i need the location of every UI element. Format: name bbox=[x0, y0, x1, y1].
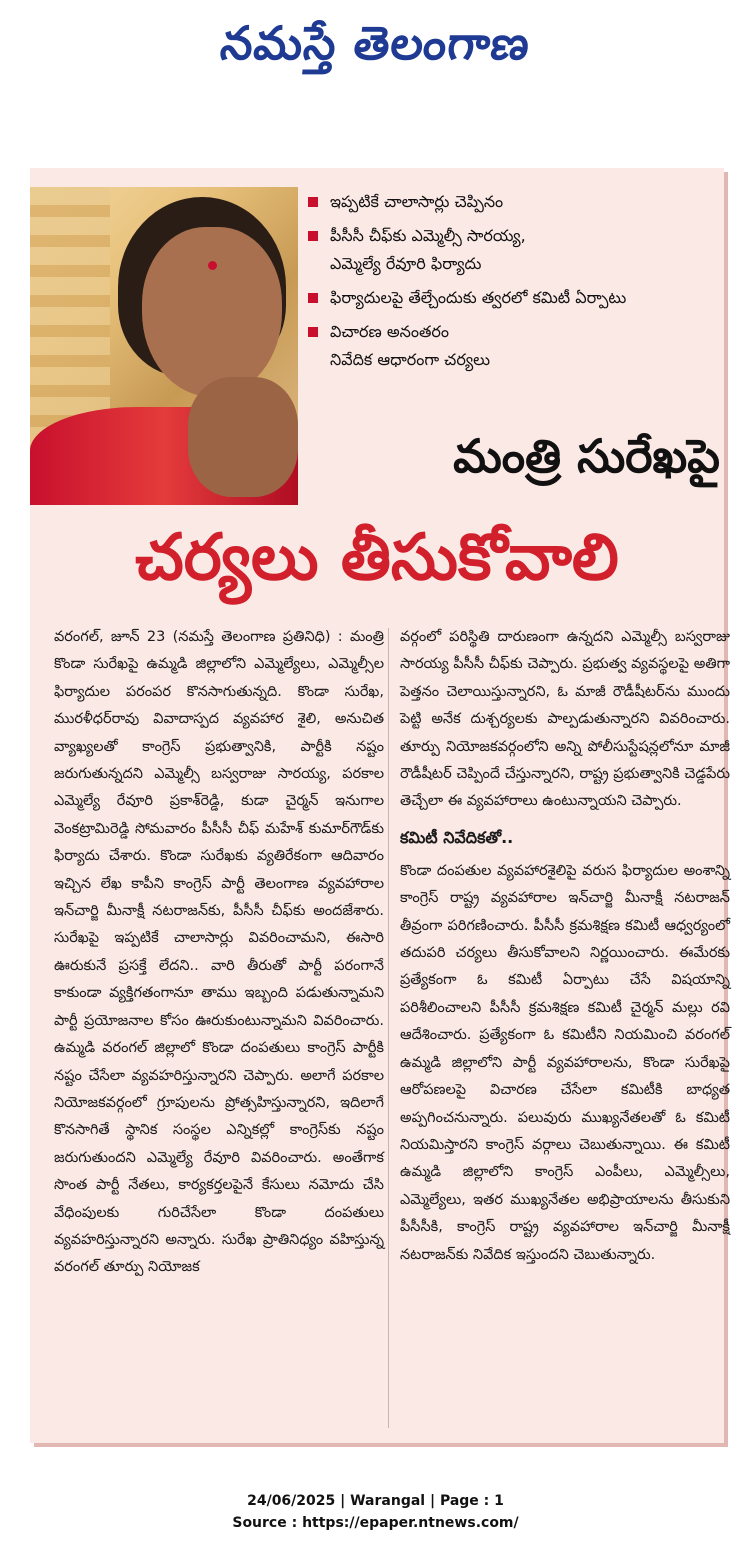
photo-face bbox=[142, 227, 282, 397]
bullet-line: ఫిర్యాదులపై తేల్చేందుకు త్వరలో కమిటీ ఏర్పాటు bbox=[330, 288, 627, 307]
bullet-square-icon bbox=[308, 231, 318, 241]
masthead-logo: నమస్తే తెలంగాణ bbox=[217, 16, 534, 70]
article-paragraph: కొండా దంపతుల వ్యవహారశైలిపై వరుస ఫిర్యాదుల అంశాన్ని కాంగ్రెస్ రాష్ట్ర వ్యవహారాల ఇన్‌చార్జి మీనాక్షీ నటరాజన్ తీవ్రంగా పరిగణించారు. పీసీసీ క్రమశిక్షణ కమిటీ ఆధ్వర్యంలో తదుపరి చర్యలు తీసుకోవాలని నిర్ణయించారు. ఈమేరకు ప్రత్యేకంగా ఓ కమిటీ ఏర్పాటు చేసే విషయాన్ని పరిశీలించాలని పీసీసీ క్రమశిక్షణ కమిటీ చైర్మన్ మల్లు రవి ఆదేశించారు. ప్రత్యేకంగా ఓ కమిటీని నియమించి వరంగల్ ఉమ్మడి జిల్లాలోని పార్టీ వ్యవహారాలను, కొండా సురేఖపై ఆరోపణలపై విచారణ చేసేలా కమిటీకి బాధ్యత అప్పగించనున్నారు. పలువురు ముఖ్యనేతలతో ఓ కమిటీ నియమిస్తారని కాంగ్రెస్ వర్గాలు చెబుతున్నాయి. ఈ కమిటీ ఉమ్మడి జిల్లాలోని కాంగ్రెస్ ఎంపీలు, ఎమ్మెల్సీలు, ఎమ్మెల్యేలు, ఇతర ముఖ్యనేతల అభిప్రాయాలను తీసుకుని పీసీసీకి, కాంగ్రెస్ రాష్ట్ర వ్యవహారాల ఇన్‌చార్జి మీనాక్షీ నటరాజన్‌కు నివేదిక ఇస్తుందని చెబుతున్నారు. bbox=[400, 862, 730, 1263]
bullet-line: నివేదిక ఆధారంగా చర్యలు bbox=[330, 350, 491, 369]
highlight-bullets bbox=[306, 188, 726, 380]
bullet-square-icon bbox=[308, 293, 318, 303]
bullet-square-icon bbox=[308, 327, 318, 337]
bullet-item bbox=[306, 318, 726, 374]
bullet-square-icon bbox=[308, 197, 318, 207]
column-divider bbox=[388, 628, 389, 1428]
minister-photo bbox=[30, 187, 298, 505]
bullet-line: పీసీసీ చీఫ్‌కు ఎమ్మెల్సీ సారయ్య, bbox=[330, 226, 526, 245]
bullet-line: ఇప్పటికే చాలాసార్లు చెప్పినం bbox=[330, 192, 504, 211]
article-paragraph: వర్గంలో పరిస్థితి దారుణంగా ఉన్నదని ఎమ్మెల్సీ బస్వరాజు సారయ్య పీసీసీ చీఫ్‌కు చెప్పారు. ప్రభుత్వ వ్యవస్థలపై అతిగా పెత్తనం చెలాయిస్తున్నారని, ఓ మాజీ రౌడీషీటర్‌ను ముందు పెట్టి అనేక దుశ్చర్యలకు పాల్పడుతున్నారని వివరించారు. తూర్పు నియోజకవర్గంలోని అన్ని పోలీసుస్టేషన్లలోనూ మాజీ రౌడీషీటర్ చెప్పిందే చేస్తున్నారని, రాష్ట్ర ప్రభుత్వానికి చెడ్డపేరు తెచ్చేలా ఈ వ్యవహారాలు ఉంటున్నాయని చెప్పారు. bbox=[400, 629, 731, 810]
page-footer bbox=[0, 1490, 751, 1534]
bullet-item bbox=[306, 284, 726, 312]
bullet-line: విచారణ అనంతరం bbox=[330, 322, 450, 341]
article-paragraph: వరంగల్, జూన్ 23 (నమస్తే తెలంగాణ ప్రతినిధి) : మంత్రి కొండా సురేఖపై ఉమ్మడి జిల్లాలోని ఎమ్మెల్యేలు, ఎమ్మెల్సీల ఫిర్యాదుల పరంపర కొనసాగుతున్నది. కొండా సురేఖ, మురళీధర్‌రావు వివాదాస్పద వ్యవహార శైలి, అనుచిత వ్యాఖ్యలతో కాంగ్రెస్ ప్రభుత్వానికి, పార్టీకి నష్టం జరుగుతున్నదని ఎమ్మెల్సీ బస్వరాజు సారయ్య, పరకాల ఎమ్మెల్యే రేవూరి ప్రకాశ్‌రెడ్డి, కుడా చైర్మన్ ఇనుగాల వెంకట్రామిరెడ్డి సోమవారం పీసీసీ చీఫ్ మహేశ్ కుమార్‌గౌడ్‌కు ఫిర్యాదు చేశారు. కొండా సురేఖకు వ్యతిరేకంగా ఆదివారం ఇచ్చిన లేఖ కాపీని కాంగ్రెస్ పార్టీ తెలంగాణ వ్యవహారాల ఇన్‌చార్జి మీనాక్షీ నటరాజన్‌కు, పీసీసీ చీఫ్‌కు అందజేశారు. సురేఖపై ఇప్పటికే చాలాసార్లు వివరించామని, ఈసారి ఊరుకునే ప్రసక్తే లేదని.. వారి తీరుతో పార్టీ పరంగానే కాకుండా వ్యక్తిగతంగానూ తాము ఇబ్బంది పడుతున్నామని పార్టీ ప్రయోజనాల కోసం ఊరుకుంటున్నామని వివరించారు. ఉమ్మడి వరంగల్ జిల్లాలో కొండా దంపతులు కాంగ్రెస్ పార్టీకి నష్టం చేసేలా వ్యవహరిస్తున్నారని చెప్పారు. అలాగే పరకాల నియోజకవర్గంలో గ్రూపులను ప్రోత్సహిస్తున్నారని, ఇదిలాగే కొనసాగితే స్థానిక సంస్థల ఎన్నికల్లో కాంగ్రెస్‌కు నష్టం జరుగుతుందని ఎమ్మెల్యే రేవూరి వివరించారు. అంతేగాక సొంత పార్టీ నేతలు, కార్యకర్తలపైనే కేసులు నమోదు చేసి వేధింపులకు గురిచేసేలా కొండా దంపతులు వ్యవహరిస్తున్నారని అన్నారు. సురేఖ ప్రాతినిధ్యం వహిస్తున్న వరంగల్ తూర్పు నియోజక bbox=[54, 629, 384, 1276]
bullet-item bbox=[306, 188, 726, 216]
bullet-line: ఎమ్మెల్యే రేవూరి ఫిర్యాదు bbox=[330, 254, 482, 273]
photo-hand bbox=[188, 377, 298, 497]
bullet-item bbox=[306, 222, 726, 278]
article-left-column bbox=[54, 624, 384, 1282]
photo-bindi bbox=[208, 261, 217, 270]
article-right-column bbox=[400, 624, 730, 1269]
footer-date-edition: 24/06/2025 | Warangal | Page : 1 bbox=[247, 1493, 504, 1509]
footer-source-link[interactable]: Source : https://epaper.ntnews.com/ bbox=[232, 1515, 519, 1531]
headline: చర్యలు తీసుకోవాలి bbox=[135, 521, 619, 595]
subheadline: మంత్రి సురేఖపై bbox=[453, 429, 720, 483]
section-kicker: కమిటీ నివేదికతో.. bbox=[400, 827, 514, 847]
